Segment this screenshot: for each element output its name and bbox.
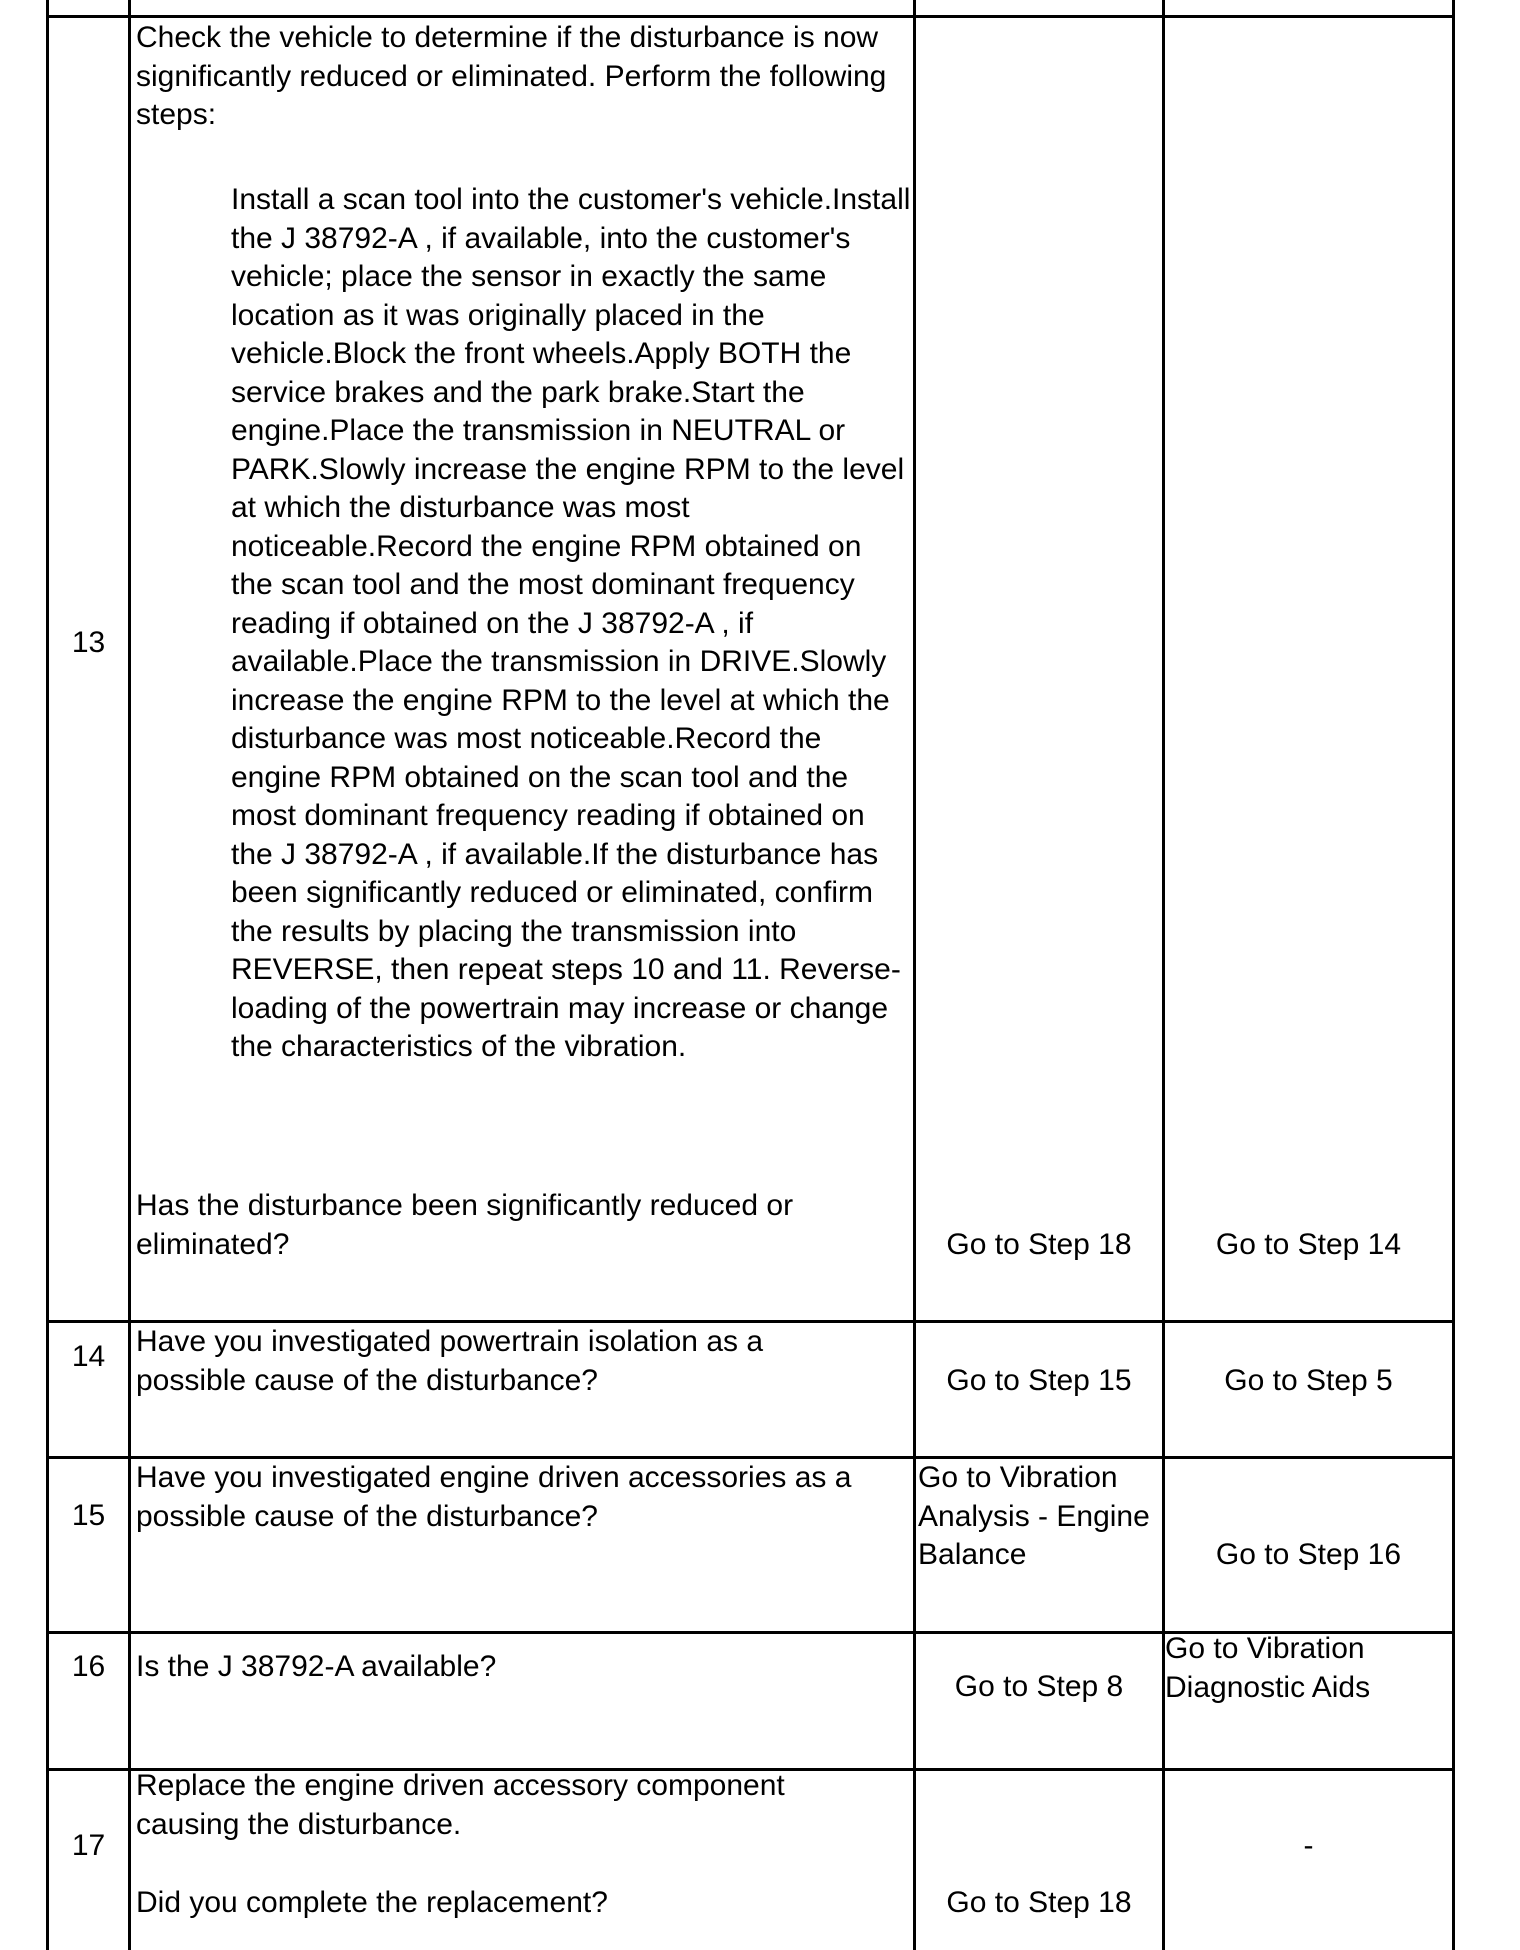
no-action: Go to Step 16 — [1215, 1538, 1402, 1571]
step-action-text: Replace the engine driven accessory component causing the disturbance. — [136, 1769, 785, 1841]
step-number: 17 — [71, 1829, 106, 1862]
no-action: Go to Step 5 — [1224, 1364, 1393, 1397]
step-intro-text: Check the vehicle to determine if the disturbance is now significantly reduced or eliminated. Perform the following steps: — [136, 21, 887, 131]
substeps-list: Install a scan tool into the customer's vehicle.Install the J 38792-A , if available, into the customer's vehicle; place the sensor in exactly the same location as it was originally placed in the vehicle.Block the front wheels.Apply BOTH the service brakes and the park brake.Start the engine.Place the transmission in NEUTRAL or PARK.Slowly increase the engine RPM to the level at which the disturbance was most noticeable.Record the engine RPM obtained on the scan tool and the most dominant frequency reading if obtained on the J 38792-A , if available.Place the transmission in DRIVE.Slowly increase the engine RPM to the level at which the disturbance was most noticeable.Record the engine RPM obtained on the scan tool and the most dominant frequency reading if obtained on the J 38792-A , if available.If the disturbance has been significantly reduced or eliminated, confirm the results by placing the transmission into REVERSE, then repeat steps 10 and 11. Reverse-loading of the powertrain may increase or change the characteristics of the vibration. — [231, 183, 911, 1063]
yes-action: Go to Step 15 — [946, 1364, 1132, 1397]
grid-line-top — [46, 15, 1455, 18]
grid-line-step-col — [128, 0, 131, 1950]
step-number: 16 — [71, 1650, 106, 1683]
yes-action: Go to Vibration Analysis - Engine Balance — [918, 1461, 1150, 1571]
grid-line-action-col — [913, 0, 916, 1950]
step-question: Have you investigated powertrain isolation as a possible cause of the disturbance? — [136, 1325, 764, 1397]
step-question: Did you complete the replacement? — [136, 1886, 608, 1919]
yes-action: Go to Step 18 — [946, 1228, 1132, 1261]
yes-action: Go to Step 8 — [954, 1670, 1124, 1703]
step-question: Have you investigated engine driven accessories as a possible cause of the disturbance? — [136, 1461, 852, 1533]
step-question: Is the J 38792-A available? — [136, 1650, 497, 1683]
step-number: 15 — [71, 1499, 106, 1532]
step-number: 14 — [71, 1340, 106, 1373]
no-action: Go to Vibration Diagnostic Aids — [1165, 1632, 1371, 1704]
step-question: Has the disturbance been significantly reduced or eliminated? — [136, 1189, 794, 1261]
no-action: - — [1303, 1829, 1314, 1862]
no-action: Go to Step 14 — [1215, 1228, 1402, 1261]
yes-action: Go to Step 18 — [946, 1886, 1132, 1919]
grid-line-right — [1452, 0, 1455, 1950]
step-number: 13 — [71, 626, 106, 659]
